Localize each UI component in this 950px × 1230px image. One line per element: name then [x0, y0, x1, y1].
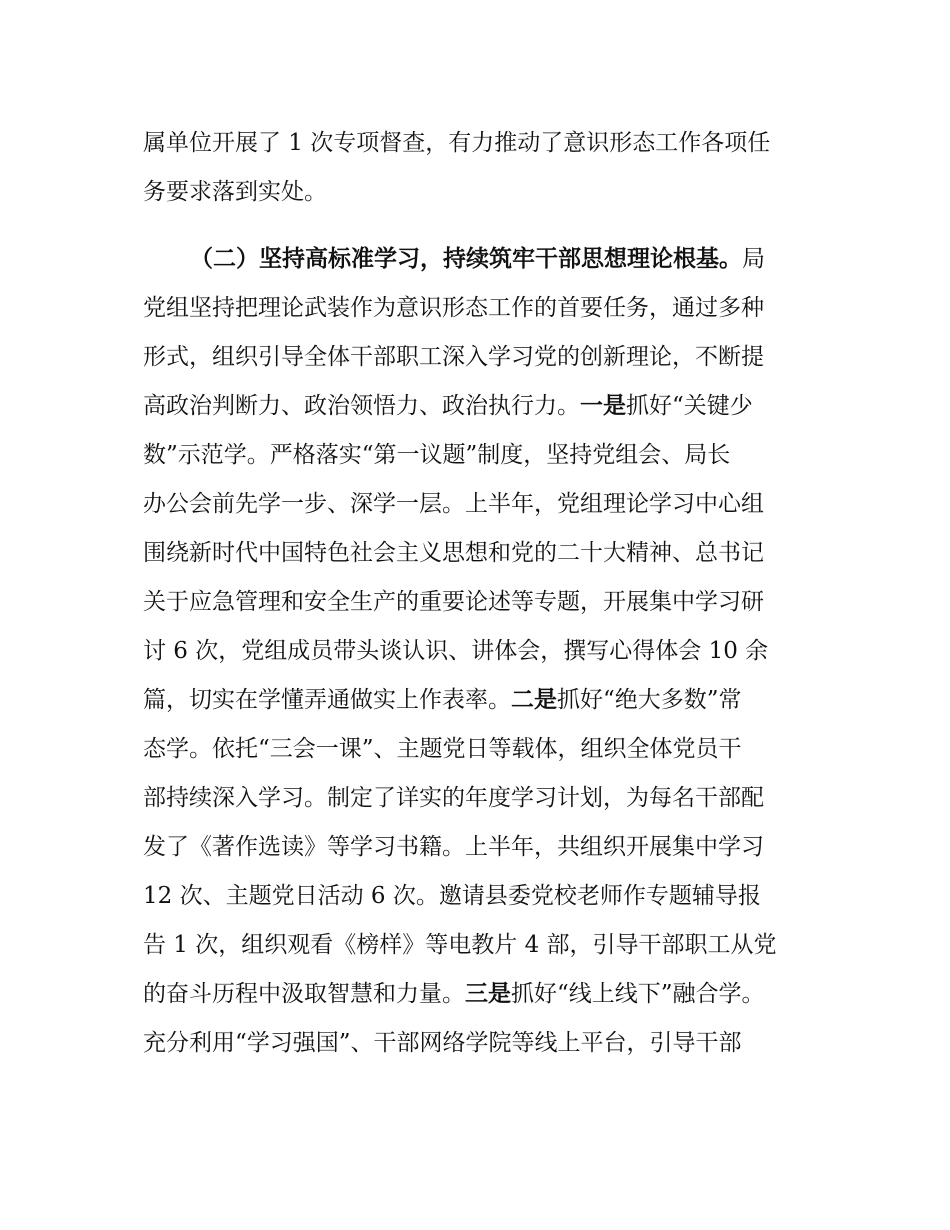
text-run: 抓好“线上线下”融合学。 [511, 981, 765, 1007]
text-line [143, 582, 843, 622]
text-run: 讨 6 次，党组成员带头谈认识、讲体会，撰写心得体会 10 余 [143, 638, 769, 664]
text-run: 围绕新时代中国特色社会主义思想和党的二十大精神、总书记 [143, 540, 764, 566]
text-run: 发了《著作选读》等学习书籍。上半年，共组织开展集中学习 [143, 834, 764, 860]
text-line [143, 974, 843, 1014]
text-run: 属单位开展了 1 次专项督查，有力推动了意识形态工作各项任 [143, 130, 771, 156]
text-line [143, 1023, 843, 1063]
text-run: 篇，切实在学懂弄通做实上作表率。 [143, 687, 511, 713]
text-line [143, 827, 843, 867]
text-run: 态学。依托“三会一课”、主题党日等载体，组织全体党员干 [143, 736, 742, 762]
text-line [143, 876, 843, 916]
text-run: 局 [742, 246, 765, 272]
text-line [143, 729, 843, 769]
text-line [143, 288, 843, 328]
text-line [143, 337, 843, 377]
text-run: 告 1 次，组织观看《榜样》等电教片 4 部，引导干部职工从党 [143, 932, 777, 958]
text-run: 高政治判断力、政治领悟力、政治执行力。 [143, 393, 580, 419]
text-run: 充分利用“学习强国”、干部网络学院等线上平台，引导干部 [143, 1030, 742, 1056]
bold-marker: 一是 [580, 393, 626, 419]
section-heading-line [190, 239, 890, 279]
section-heading: （二）坚持高标准学习，持续筑牢干部思想理论根基。 [190, 246, 742, 272]
text-run: 务要求落到实处。 [143, 179, 327, 205]
text-line [143, 123, 843, 163]
text-run: 数”示范学。严格落实“第一议题”制度，坚持党组会、局长 [143, 442, 731, 468]
bold-marker: 三是 [465, 981, 511, 1007]
text-run: 的奋斗历程中汲取智慧和力量。 [143, 981, 465, 1007]
text-run: 办公会前先学一步、深学一层。上半年，党组理论学习中心组 [143, 491, 764, 517]
text-run: 关于应急管理和安全生产的重要论述等专题，开展集中学习研 [143, 589, 764, 615]
text-run: 党组坚持把理论武装作为意识形态工作的首要任务，通过多种 [143, 295, 764, 321]
text-line [143, 172, 843, 212]
text-line [143, 925, 843, 965]
text-line [143, 533, 843, 573]
text-run: 抓好“绝大多数”常 [557, 687, 742, 713]
text-run: 形式，组织引导全体干部职工深入学习党的创新理论，不断提 [143, 344, 764, 370]
text-line [143, 778, 843, 818]
bold-marker: 二是 [511, 687, 557, 713]
text-line [143, 484, 843, 524]
text-line [143, 680, 843, 720]
text-line [143, 435, 843, 475]
text-run: 部持续深入学习。制定了详实的年度学习计划，为每名干部配 [143, 785, 764, 811]
text-run: 抓好“关键少 [626, 393, 753, 419]
text-line [143, 631, 843, 671]
text-line [143, 386, 843, 426]
text-run: 12 次、主题党日活动 6 次。邀请县委党校老师作专题辅导报 [143, 883, 761, 909]
